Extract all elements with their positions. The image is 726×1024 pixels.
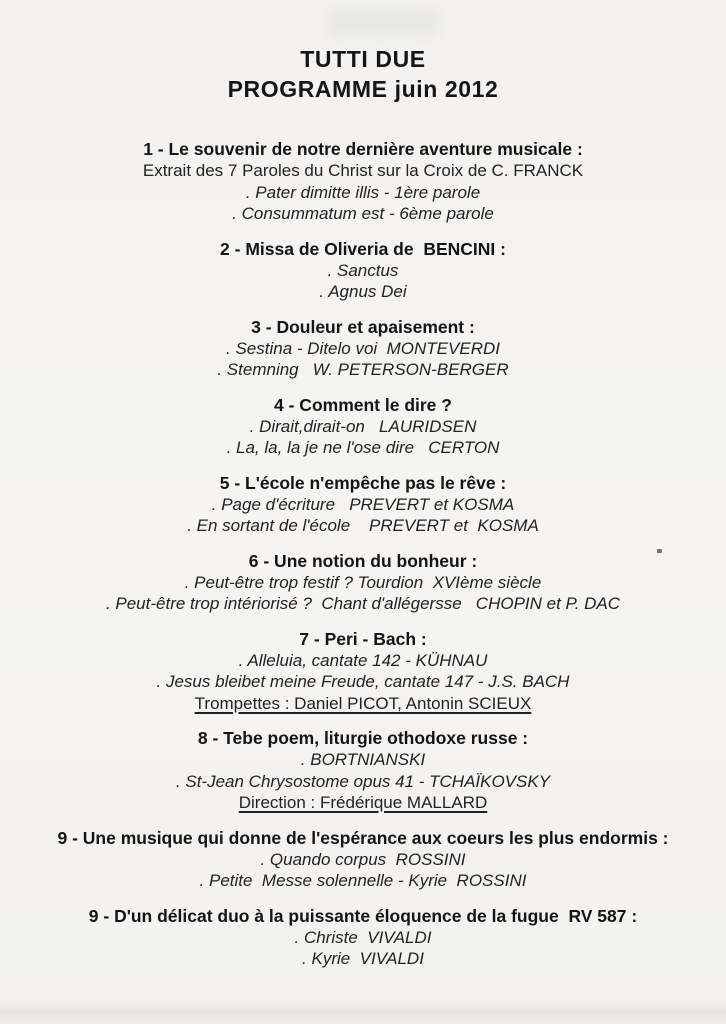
program-section <box>13 628 713 715</box>
program-section <box>13 238 713 303</box>
section-line: . En sortant de l'école PREVERT et KOSMA <box>187 516 539 535</box>
program-section <box>13 905 713 970</box>
section-line: . Consummatum est - 6ème parole <box>232 204 494 223</box>
section-heading: 1 - Le souvenir de notre dernière aventure musicale : <box>143 139 583 159</box>
section-line: . Agnus Dei <box>319 282 407 301</box>
section-heading: 8 - Tebe poem, liturgie othodoxe russe : <box>197 728 529 748</box>
program-section <box>13 550 713 615</box>
section-heading: 3 - Douleur et apaisement : <box>251 316 475 337</box>
section-line: . St-Jean Chrysostome opus 41 - TCHAÏKOVSKY <box>175 771 551 791</box>
section-line: . Page d'écriture PREVERT et KOSMA <box>211 494 515 514</box>
section-line: Trompettes : Daniel PICOT, Antonin SCIEUX <box>194 693 532 713</box>
section-line: . Dirait,dirait-on LAURIDSEN <box>249 416 477 436</box>
scan-shadow <box>0 998 726 1024</box>
section-line: . Sanctus <box>327 260 399 280</box>
program-title: TUTTI DUE <box>300 46 426 72</box>
section-heading: 4 - Comment le dire ? <box>274 394 452 415</box>
section-line: . Sestina - Ditelo voi MONTEVERDI <box>226 338 500 358</box>
section-line: . BORTNIANSKI <box>300 750 426 769</box>
section-heading: 9 - D'un délicat duo à la puissante éloquence de la fugue RV 587 : <box>88 905 638 926</box>
program-section <box>13 827 713 892</box>
section-heading: 7 - Peri - Bach : <box>299 628 427 649</box>
section-heading: 6 - Une notion du bonheur : <box>248 550 478 571</box>
section-line: . Petite Messe solennelle - Kyrie ROSSINI <box>199 871 527 890</box>
section-line: . Quando corpus ROSSINI <box>260 849 466 869</box>
program-section <box>13 727 713 814</box>
section-heading: 2 - Missa de Oliveria de BENCINI : <box>220 238 506 259</box>
section-heading: 5 - L'école n'empêche pas le rêve : <box>219 472 507 493</box>
program-section <box>13 394 713 459</box>
scan-speck <box>657 549 662 553</box>
scan-artifact-top <box>328 10 438 36</box>
section-line: . Jesus bleibet meine Freude, cantate 147 - J.S. BACH <box>156 672 570 691</box>
section-line: Direction : Frédérique MALLARD <box>238 793 488 812</box>
section-line: . Alleluia, cantate 142 - KÜHNAU <box>238 650 488 670</box>
program-title-block <box>0 44 726 104</box>
section-line: Extrait des 7 Paroles du Christ sur la Croix de C. FRANCK <box>142 161 584 180</box>
program-section <box>13 138 713 225</box>
section-line: . Pater dimitte illis - 1ère parole <box>245 182 481 202</box>
section-line: . Stemning W. PETERSON-BERGER <box>217 360 509 379</box>
program-subtitle: PROGRAMME juin 2012 <box>227 76 499 102</box>
section-line: . Peut-être trop intériorisé ? Chant d'allégersse CHOPIN et P. DAC <box>105 594 621 613</box>
section-heading: 9 - Une musique qui donne de l'espérance aux coeurs les plus endormis : <box>57 827 669 848</box>
section-line: . Christe VIVALDI <box>294 927 432 947</box>
program-sections <box>0 138 726 970</box>
section-line: . Peut-être trop festif ? Tourdion XVIème siècle <box>184 572 542 592</box>
program-section <box>13 472 713 537</box>
section-line: . La, la, la je ne l'ose dire CERTON <box>226 438 500 457</box>
section-line: . Kyrie VIVALDI <box>302 949 424 968</box>
program-section <box>13 316 713 381</box>
